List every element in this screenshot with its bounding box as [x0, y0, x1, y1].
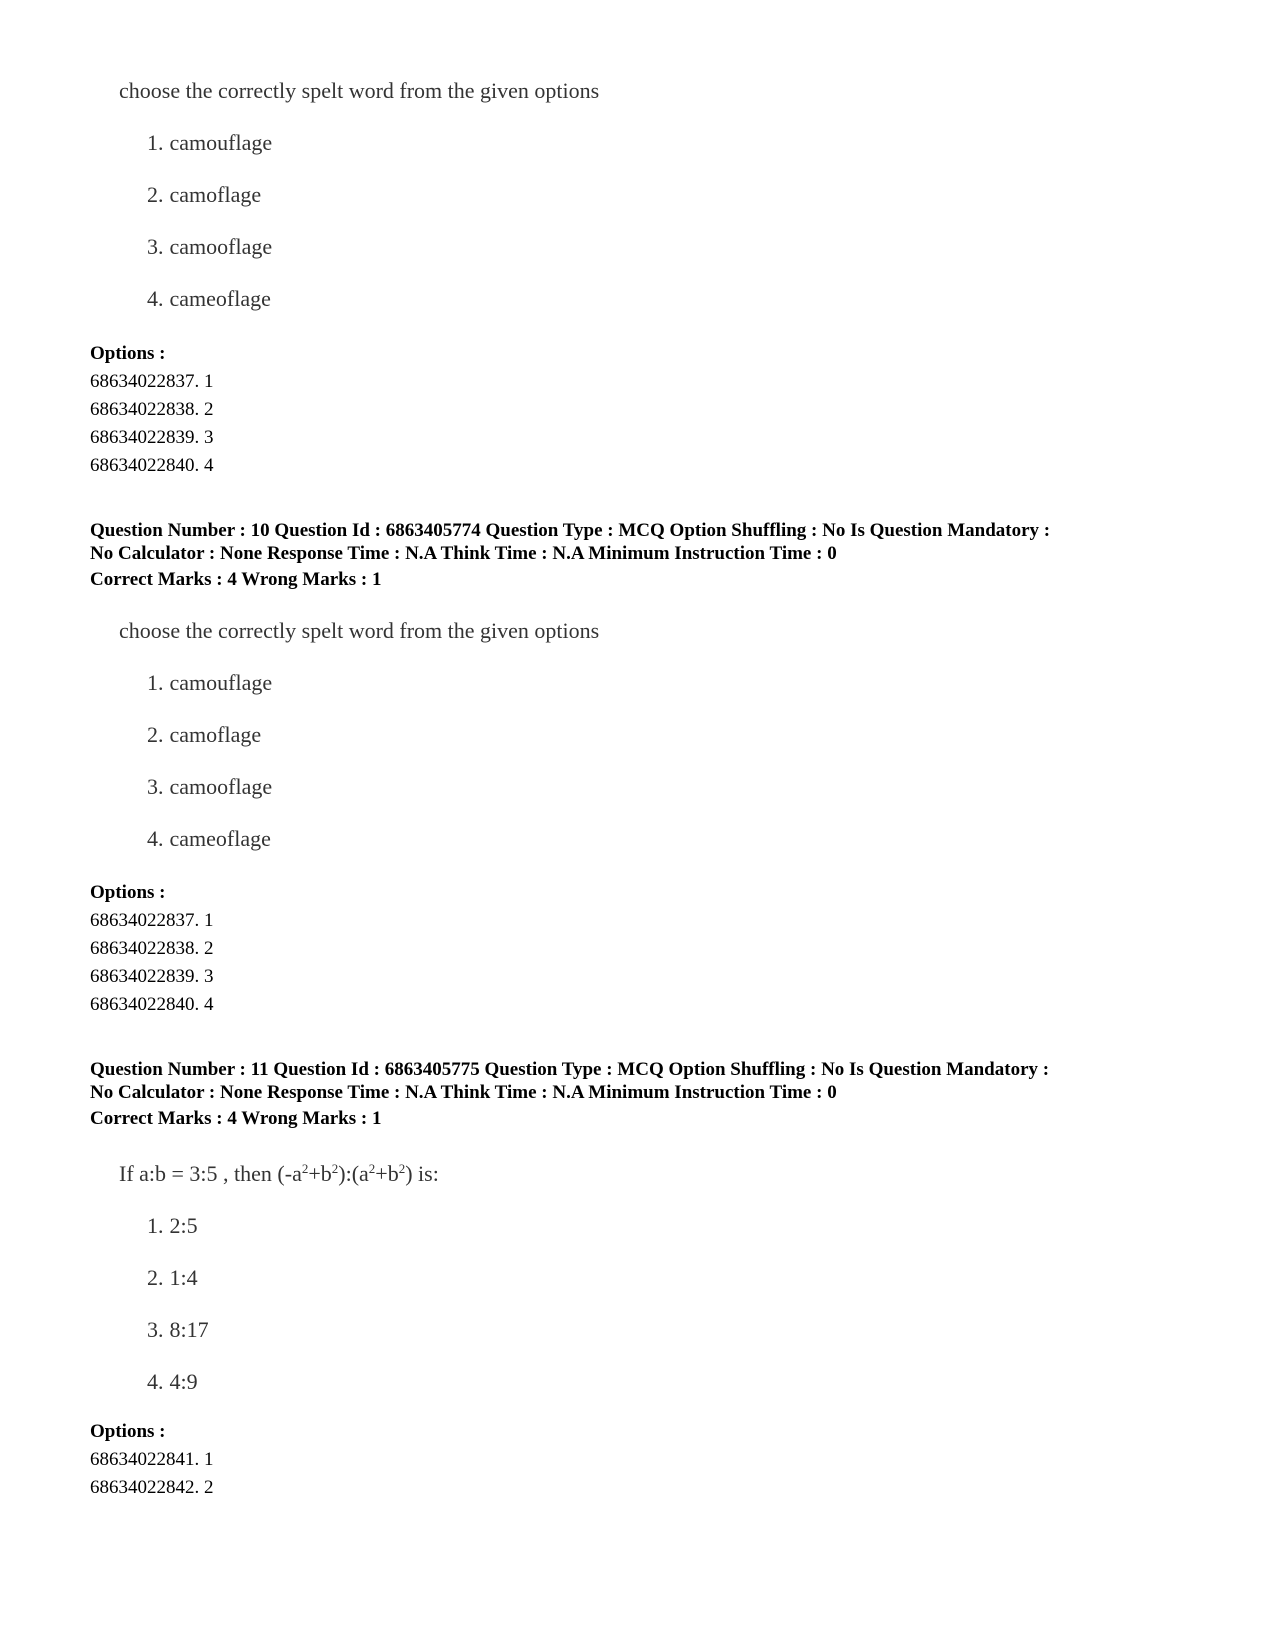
question-11-header	[90, 1058, 1190, 1104]
question-9-image	[90, 78, 790, 318]
question-marks: Correct Marks : 4 Wrong Marks : 1	[90, 1108, 382, 1129]
options-heading: Options :	[90, 882, 166, 903]
choice-4: 4. cameoflage	[147, 826, 271, 851]
option-line: 68634022839. 3	[90, 427, 214, 448]
choice-1: 1. 2:5	[147, 1213, 198, 1238]
option-line: 68634022837. 1	[90, 910, 214, 931]
choice-2: 2. 1:4	[147, 1265, 198, 1290]
option-line: 68634022838. 2	[90, 938, 214, 959]
question-marks: Correct Marks : 4 Wrong Marks : 1	[90, 569, 382, 590]
question-stem: choose the correctly spelt word from the given options	[119, 78, 600, 103]
choice-3: 3. 8:17	[147, 1317, 209, 1342]
choice-4: 4. 4:9	[147, 1369, 198, 1394]
choice-1: 1. camouflage	[147, 130, 273, 155]
question-meta-line-1: Question Number : 11 Question Id : 6863405775 Question Type : MCQ Option Shuffling : No Is Question Mandatory :	[90, 1059, 1050, 1080]
options-heading: Options :	[90, 343, 166, 364]
question-10-header	[90, 519, 1190, 565]
question-meta-line-2: No Calculator : None Response Time : N.A Think Time : N.A Minimum Instruction Time : 0	[90, 1082, 837, 1103]
choice-4: 4. cameoflage	[147, 286, 271, 311]
option-line: 68634022840. 4	[90, 455, 214, 476]
question-meta-line-2: No Calculator : None Response Time : N.A Think Time : N.A Minimum Instruction Time : 0	[90, 543, 837, 564]
option-line: 68634022842. 2	[90, 1477, 214, 1498]
option-line: 68634022838. 2	[90, 399, 214, 420]
choice-3: 3. camooflage	[147, 234, 273, 259]
option-line: 68634022839. 3	[90, 966, 214, 987]
question-11-image	[90, 1161, 790, 1401]
option-line: 68634022840. 4	[90, 994, 214, 1015]
option-line: 68634022841. 1	[90, 1449, 214, 1470]
choice-2: 2. camoflage	[147, 722, 262, 747]
options-heading: Options :	[90, 1421, 166, 1442]
option-line: 68634022837. 1	[90, 371, 214, 392]
question-meta-line-1: Question Number : 10 Question Id : 6863405774 Question Type : MCQ Option Shuffling : No Is Question Mandatory :	[90, 520, 1051, 541]
choice-3: 3. camooflage	[147, 774, 273, 799]
choice-2: 2. camoflage	[147, 182, 262, 207]
choice-1: 1. camouflage	[147, 670, 273, 695]
question-10-image	[90, 618, 790, 858]
question-stem: choose the correctly spelt word from the given options	[119, 618, 600, 643]
question-stem: If a:b = 3:5 , then $(-a^2+b^2):(a^2+b^2)$ is:	[119, 1161, 439, 1186]
